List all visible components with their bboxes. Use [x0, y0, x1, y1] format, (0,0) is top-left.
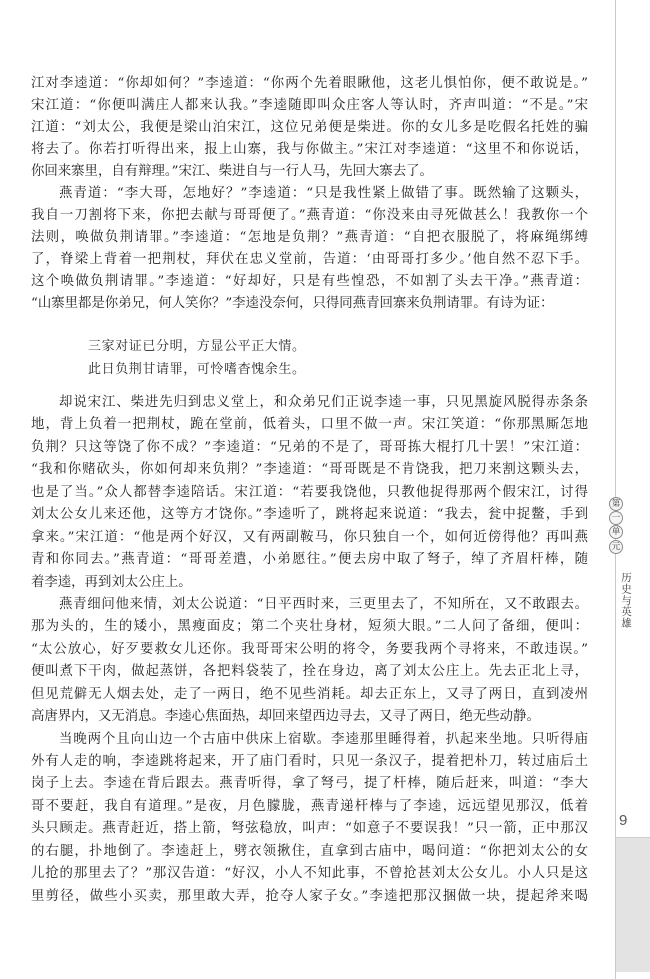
footer-tab: [616, 837, 650, 972]
text-line: 也是了当。”众人都替李逵陪话。宋江道：“若要我饶他，只教他捉得那两个假宋江，讨得: [31, 484, 588, 500]
text-line: 我自一刀割将下来，你把去献与哥哥便了。”燕青道：“你没来由寻死做甚么！我教你一个: [31, 208, 588, 223]
unit-label-circle: 单: [609, 525, 623, 539]
text-line: 外有人走的响，李逵跳将起来，开了庙门看时，只见一条汉子，提着把朴刀，转过庙后土: [31, 754, 588, 769]
text-line: 法则，唤做负荆请罪。”李逵道：“怎地是负荆？”燕青道：“自把衣服脱了，将麻绳绑缚: [31, 230, 588, 245]
text-line: 当晚两个且向山边一个古庙中供床上宿歇。李逵那里睡得着，扒起来坐地。只听得庙: [59, 731, 588, 747]
text-block-lower: [31, 392, 588, 908]
text-line: 了，脊梁上背着一把荆杖，拜伏在忠义堂前，告道：‘由哥哥打多少。’他自然不忍下手。: [31, 252, 588, 267]
unit-label-circle: 第: [609, 497, 623, 511]
poem-verse: [88, 335, 306, 381]
text-line: 将去了。你若打听得出来，报上山寨，我与你做主。”宋江对李逵道：“这里不和你说话，: [31, 142, 588, 157]
text-line: 儿抢的那里去了？”那汉告道：“好汉，小人不知此事，不曾抢甚刘太公女儿。小人只是这: [31, 866, 588, 882]
text-line: 燕青道：“李大哥，怎地好？”李逵道：“只是我性紧上做错了事。既然输了这颗头，: [59, 186, 588, 201]
page-number: 9: [619, 812, 628, 829]
text-line: “我和你赌砍头，你如何却来负荆？”李逵道：“哥哥既是不肯饶我，把刀来割这颗头去，: [31, 462, 588, 478]
text-block-upper: [31, 73, 588, 315]
text-line: 着李逵，再到刘太公庄上。: [31, 574, 192, 590]
text-line: 江道：“刘太公，我便是梁山泊宋江，这位兄弟便是柴进。你的女儿多是吃假名托姓的骗: [31, 120, 588, 135]
text-line: 拿来。”宋江道：“他是两个好汉，又有两副鞍马，你只独自一个，如何近傍得他？再叫燕: [31, 529, 588, 545]
text-line: 哥不要赶，我自有道理。”是夜，月色朦胧，燕青递杆棒与了李逵，远远望见那汉，低着: [31, 798, 588, 814]
text-line: 高唐界内，又无消息。李逵心焦面热，却回来望西边寻去，又寻了两日，绝无些动静。: [31, 709, 540, 725]
text-line: 青和你同去。”燕青道：“哥哥差遣，小弟愿往。”便去房中取了弩子，绰了齐眉杆棒，随: [31, 552, 588, 568]
text-line: 头只顾走。燕青赶近，搭上箭，弩弦稳放，叫声：“如意子不要误我！”只一箭，正中那汉: [31, 821, 588, 837]
paragraph: [31, 594, 588, 729]
text-line: 燕青细问他来情，刘太公说道：“日平西时来，三更里去了，不知所在，又不敢跟去。: [59, 596, 588, 612]
unit-label-circle: 元: [609, 540, 623, 554]
text-line: 里剪径，做些小买卖，那里敢大弄，抢夺人家子女。”李逵把那汉捆做一块，提起斧来喝: [31, 888, 588, 904]
text-line: 你回来寨里，自有辩理。”宋江、柴进自与一行人马，先回大寨去了。: [31, 164, 433, 179]
poem-line: 三家对证已分明，方显公平正大情。: [88, 339, 306, 354]
unit-title-vertical: 历史与英雄: [620, 572, 632, 629]
paragraph: [31, 392, 588, 594]
text-line: “山寨里都是你弟兄，何人笑你？”李逵没奈何，只得同燕青回寨来负荆请罪。有诗为证：: [31, 296, 554, 311]
unit-label-circle: 一: [609, 511, 623, 525]
text-line: 江对李逵道：“你却如何？”李逵道：“你两个先着眼瞅他，这老儿惧怕你，便不敢说是。”: [31, 76, 588, 91]
margin-rule-line: [615, 0, 616, 979]
paragraph: [31, 183, 588, 315]
text-line: 那为头的，生的矮小，黑瘦面皮；第二个夹壮身材，短须大眼。”二人问了备细，便叫：: [31, 619, 588, 635]
text-line: 便叫煮下干肉，做起蒸饼，各把料袋装了，拴在身边，离了刘太公庄上。先去正北上寻，: [31, 664, 588, 680]
text-line: 但见荒僻无人烟去处，走了一两日，绝不见些消耗。却去正东上，又寻了两日，直到凌州: [31, 686, 588, 702]
paragraph: [31, 729, 588, 909]
text-line: 刘太公女儿来还他，这等方才饶你。”李逵听了，跳将起来说道：“我去，瓮中捉鳖，手到: [31, 507, 588, 523]
paragraph: [31, 73, 588, 183]
text-line: 却说宋江、柴进先归到忠义堂上，和众弟兄们正说李逵一事，只见黑旋风脱得赤条条: [59, 395, 588, 410]
poem-line: 此日负荆甘请罪，可怜嗜杳愧余生。: [88, 362, 306, 377]
text-line: 岗子上去。李逵在背后跟去。燕青听得，拿了弩弓，提了杆棒，随后赶来，叫道：“李大: [31, 776, 588, 792]
text-line: 地，背上负着一把荆杖，跪在堂前，低着头，口里不做一声。宋江笑道：“你那黑厮怎地: [31, 417, 588, 433]
text-line: 的右腿，扑地倒了。李逵赶上，劈衣领揪住，直拿到古庙中，喝问道：“你把刘太公的女: [31, 843, 588, 859]
text-line: “太公放心，好歹要救女儿还你。我哥哥宋公明的将令，务要我两个寻将来，不敢违误。”: [31, 641, 588, 657]
text-line: 这个唤做负荆请罪。”李逵道：“好却好，只是有些惶恐，不如割了头去干净。”燕青道：: [31, 274, 588, 289]
text-line: 宋江道：“你便叫满庄人都来认我。”李逵随即叫众庄客人等认时，齐声叫道：“不是。”宋: [31, 98, 588, 113]
text-line: 负荆？只这等饶了你不成？”李逵道：“兄弟的不是了，哥哥拣大棍打几十罢！”宋江道：: [31, 439, 588, 455]
